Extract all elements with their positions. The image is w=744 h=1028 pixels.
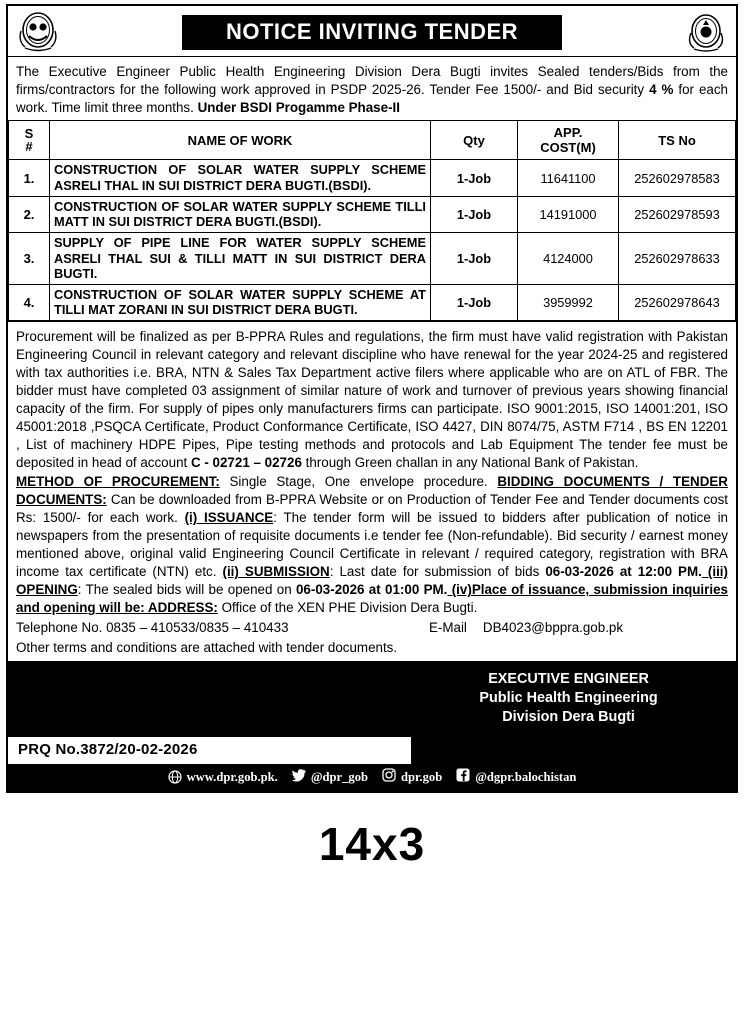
place-label: (iv)Place of issuance, submission inquiries and opening will be: ADDRESS: [16,582,728,616]
twitter-item[interactable] [292,768,368,786]
opening-date: 06-03-2026 at 01:00 PM. [295,582,448,598]
table-row [9,284,736,320]
signatory-department: Public Health Engineering [479,689,658,706]
website-item[interactable] [168,770,278,785]
method-of-procurement-value: Single Stage, One envelope procedure. [219,474,498,490]
row-ts-no: 252602978593 [619,196,736,232]
issuance-label: (i) ISSUANCE [184,510,274,526]
twitter-bird-icon [292,768,306,786]
notice-header [8,6,736,57]
instagram-item[interactable] [382,768,442,786]
prq-number: PRQ No.3872/20-02-2026 [8,737,411,764]
row-sno: 1. [9,160,50,196]
table-row [9,232,736,284]
email-address: DB4023@bppra.gob.pk [482,620,624,636]
advertisement-page [0,4,744,1028]
intro-text-part2: for each work. Time limit three months. [16,81,728,115]
row-qty: 1-Job [431,232,518,284]
row-name-of-work: CONSTRUCTION OF SOLAR WATER SUPPLY SCHEME AT TILLI MAT ZORANI IN SUI DISTRICT DERA BUGTI. [50,284,431,320]
column-header-sno [9,121,50,160]
facebook-icon [456,768,470,786]
page-title: NOTICE INVITING TENDER [182,15,562,50]
issuance-value: : The tender form will be issued to bidders after publication of notice in newspapers from the presentation of requisite documents i.e tender fee (Non-refundable). Bid security / earnest money mentioned above, original valid Engineering Council Certificate in relevant / required category, registration with BRA income tax certificate (NTN) etc. [16,510,728,580]
facebook-item[interactable] [456,768,576,786]
intro-paragraph [8,57,736,120]
contact-line [16,619,728,637]
bidding-documents-value: Can be downloaded from B-PPRA Website or on Production of Tender Fee and Tender documents cost Rs: 1500/- for each work. [16,492,728,526]
bid-security-percent: 4 % [649,81,674,97]
table-header-row [9,121,736,160]
globe-icon [168,770,182,784]
other-terms-note: Other terms and conditions are attached with tender documents. [16,639,398,655]
telephone-number: Telephone No. 0835 – 410533/0835 – 410433 [16,620,289,636]
column-header-ts-no: TS No [619,121,736,160]
works-table-head [9,121,736,160]
row-sno: 4. [9,284,50,320]
works-table-body [9,160,736,320]
intro-text-part1: The Executive Engineer Public Health Engineering Division Dera Bugti invites Sealed tenders/Bids from the firms/contractors for the following work approved in PSDP 2025-26. Tender Fee 1500/- and Bid security [16,64,728,97]
procurement-text-a: Procurement will be finalized as per B-PPRA Rules and regulations, the firm must have valid registration with Pakistan Engineering Council in relevant category and relevant discipline who have renewal for the year 2024-25 and registered with tax authorities i.e. BRA, NTN & Sales Tax Department active filers where applicable who are on ATL of FBR. The bidder must have completed 03 assignment of similar nature of work and turnover of previous years showing financial capacity of the firm. For supply of pipes only manufacturers firms can participate. ISO 9001:2015, ISO 14001:201, ISO 45001:2018 ,PSQCA Certificate, Product Conformance Certificate, ISO 4427, DIN 8074/75, ASTM F714 , BS EN 12201 , List of machinery HDPE Pipes, Pipe testing methods and protocols and Lab Equipment The tender fee must be deposited in head of account [16,328,728,471]
place-value: Office of the XEN PHE Division Dera Bugti. [217,600,478,616]
signature-block [8,661,736,737]
signatory-division: Division Dera Bugti [502,708,635,725]
row-name-of-work: SUPPLY OF PIPE LINE FOR WATER SUPPLY SCHEME ASRELI THAL SUI & TILLI MATT IN SUI DISTRICT DERA BUGTI. [50,232,431,284]
cost-head-line1: APP. [553,125,583,141]
column-header-qty: Qty [431,121,518,160]
twitter-handle: @dpr_gob [310,769,369,784]
row-ts-no: 252602978633 [619,232,736,284]
website-url: www.dpr.gob.pk. [186,769,278,784]
instagram-icon [382,768,396,786]
prq-row [8,737,736,764]
social-footer [8,764,736,791]
govt-balochistan-emblem-icon [14,10,62,54]
tender-notice-ad [6,4,738,793]
bidding-documents-label: BIDDING DOCUMENTS / TENDER DOCUMENTS: [16,474,728,508]
account-number: C - 02721 – 02726 [190,455,302,471]
terms-and-conditions [8,321,736,661]
table-row [9,196,736,232]
row-name-of-work: CONSTRUCTION OF SOLAR WATER SUPPLY SCHEME TILLI MATT IN SUI DISTRICT DERA BUGTI.(BSDI). [50,196,431,232]
submission-label: (ii) SUBMISSION [222,564,330,580]
works-table [8,120,736,320]
row-qty: 1-Job [431,284,518,320]
row-ts-no: 252602978643 [619,284,736,320]
opening-value: : The sealed bids will be opened on [77,582,296,598]
column-header-name: NAME OF WORK [50,121,431,160]
signatory [401,662,736,737]
table-row [9,160,736,196]
row-name-of-work: CONSTRUCTION OF SOLAR WATER SUPPLY SCHEME ASRELI THAL IN SUI DISTRICT DERA BUGTI.(BSDI). [50,160,431,196]
facebook-handle: @dgpr.balochistan [475,769,577,784]
submission-value: : Last date for submission of bids [329,564,546,580]
signature-spacer [8,662,401,737]
pakistan-emblem-icon [682,10,730,54]
scheme-programme: Under BSDI Progamme Phase-II [197,99,400,115]
sno-head-line1: S [24,125,34,141]
column-header-cost [518,121,619,160]
opening-label: (iii) OPENING [16,564,728,598]
procurement-text-b: through Green challan in any National Bank of Pakistan. [301,455,639,471]
submission-date: 06-03-2026 at 12:00 PM. [545,564,702,580]
row-sno: 2. [9,196,50,232]
instagram-handle: dpr.gob [401,769,443,784]
row-sno: 3. [9,232,50,284]
row-app-cost: 14191000 [518,196,619,232]
email-label: E-Mail [428,620,467,636]
row-ts-no: 252602978583 [619,160,736,196]
row-app-cost: 4124000 [518,232,619,284]
signatory-title: EXECUTIVE ENGINEER [488,670,649,687]
row-qty: 1-Job [431,196,518,232]
method-of-procurement-label: METHOD OF PROCUREMENT: [16,474,220,490]
sno-head-line2: # [25,139,33,155]
ad-size-label: 14x3 [318,818,426,870]
row-app-cost: 3959992 [518,284,619,320]
email-block [429,619,728,637]
row-qty: 1-Job [431,160,518,196]
method-paragraph [16,473,728,617]
cost-head-line2: COST(M) [540,140,596,156]
procurement-paragraph [16,328,728,472]
row-app-cost: 11641100 [518,160,619,196]
